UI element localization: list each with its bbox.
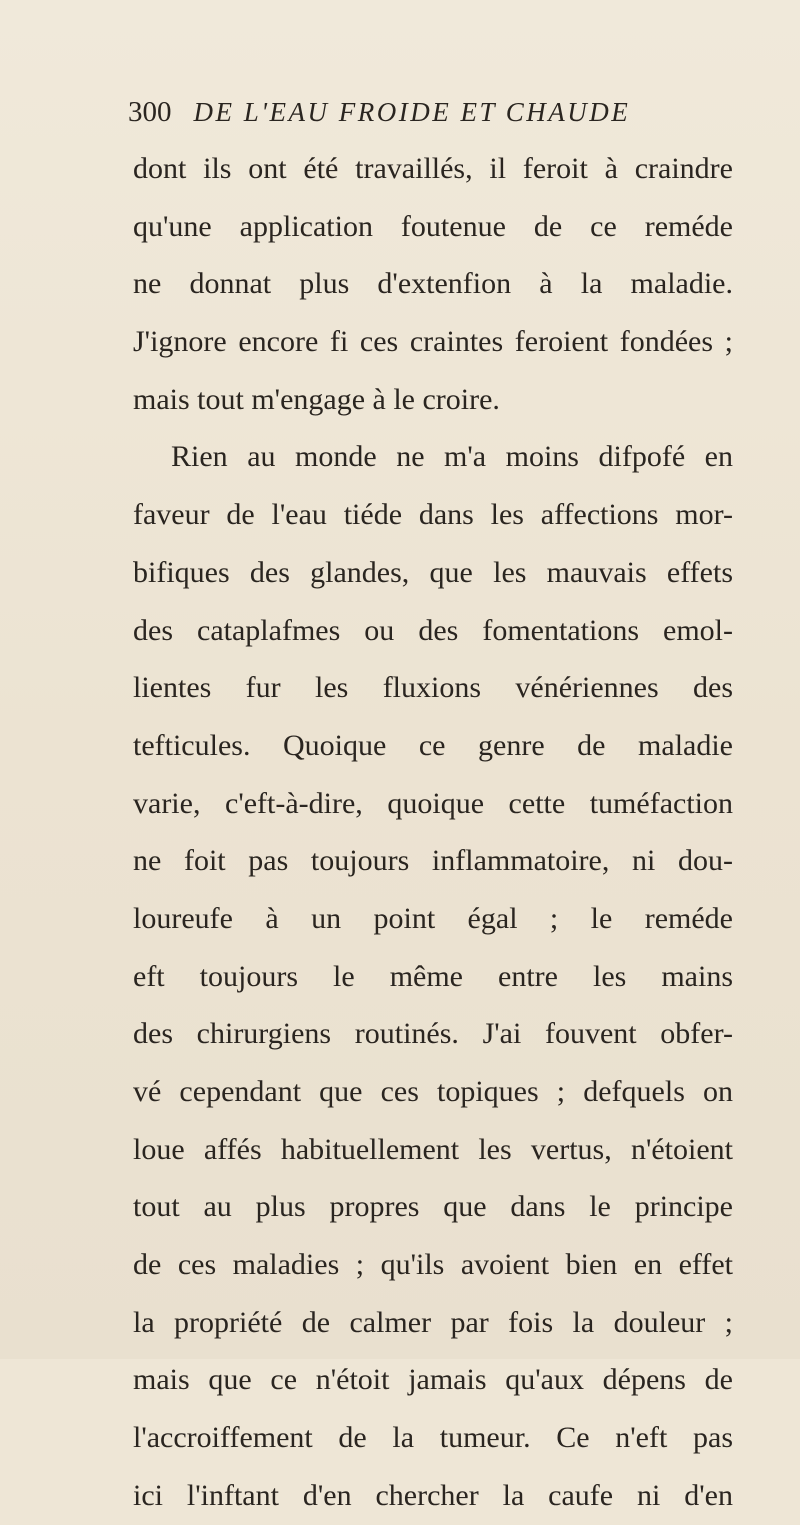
text-line: mais que ce n'étoit jamais qu'aux dépens de [133, 1363, 733, 1397]
text-line: dont ils ont été travaillés, il feroit à craindre [133, 152, 733, 185]
text-line: loureufe à un point égal ; le reméde [133, 901, 733, 935]
text-line: faveur de l'eau tiéde dans les affections mor- [133, 498, 733, 532]
text-line: l'accroiffement de la tumeur. Ce n'eft pas [133, 1421, 733, 1455]
text-line: lientes fur les fluxions vénériennes des [133, 671, 733, 705]
text-line: ne donnat plus d'extenfion à la maladie. [133, 267, 733, 301]
text-line: tefticules. Quoique ce genre de maladie [133, 728, 733, 762]
text-line: ici l'inftant d'en chercher la caufe ni d'en [133, 1478, 733, 1512]
text-line: des cataplafmes ou des fomentations emol- [133, 613, 733, 647]
text-line: des chirurgiens routinés. J'ai fouvent obfer- [133, 1017, 733, 1051]
text-line: ne foit pas toujours inflammatoire, ni dou- [133, 844, 733, 878]
running-title: DE L'EAU FROIDE ET CHAUDE [193, 97, 631, 127]
text-line: vé cependant que ces topiques ; defquels on [133, 1075, 733, 1108]
text-line: eft toujours le même entre les mains [133, 959, 733, 993]
text-line: Rien au monde ne m'a moins difpofé en [171, 440, 733, 474]
text-line: de ces maladies ; qu'ils avoient bien en effet [133, 1248, 733, 1282]
text-line: loue affés habituellement les vertus, n'étoient [133, 1132, 733, 1166]
text-line: qu'une application foutenue de ce reméde [133, 209, 733, 243]
text-line: varie, c'eft-à-dire, quoique cette tuméfaction [133, 786, 733, 820]
text-line: mais tout m'engage à le croire. [133, 382, 500, 416]
running-head [128, 88, 748, 136]
text-line: J'ignore encore fi ces craintes feroient fondées ; [133, 325, 733, 359]
page-number: 300 [128, 96, 172, 128]
body-text [133, 140, 733, 1525]
text-line: bifiques des glandes, que les mauvais effets [133, 555, 733, 589]
text-line: tout au plus propres que dans le principe [133, 1190, 733, 1224]
text-line: la propriété de calmer par fois la douleur ; [133, 1305, 733, 1339]
